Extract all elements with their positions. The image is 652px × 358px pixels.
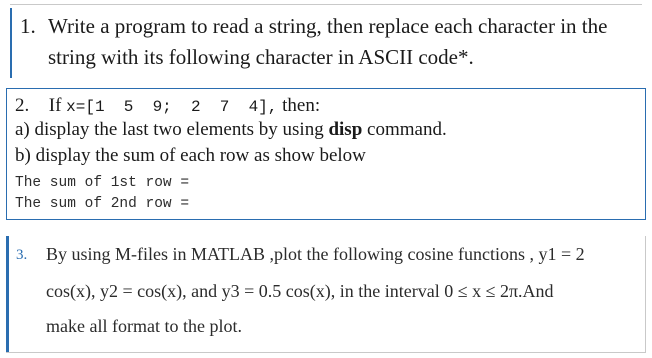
- question-1-line-2: string with its following character in ASCII code*.: [48, 45, 474, 69]
- question-1: [10, 8, 642, 78]
- question-1-number: 1.: [20, 14, 36, 38]
- question-2: [6, 88, 646, 220]
- question-3: [6, 236, 646, 352]
- question-2-intro: [15, 95, 320, 117]
- question-2-matrix-code: x=[1 5 9; 2 7 4],: [66, 98, 278, 116]
- question-1-line-1: Write a program to read a string, then replace each character in the: [48, 14, 608, 38]
- question-3-number: 3.: [16, 247, 28, 263]
- bottom-divider: [6, 352, 646, 353]
- question-3-line-2: cos(x), y2 = cos(x), and y3 = 0.5 cos(x), in the interval 0 ≤ x ≤ 2π.And: [46, 281, 554, 301]
- question-2-number: 2.: [15, 95, 30, 116]
- question-2-output-line-1: The sum of 1st row =: [15, 175, 190, 191]
- question-3-line-1: By using M-files in MATLAB ,plot the following cosine functions , y1 = 2: [46, 244, 585, 264]
- question-2-disp-keyword: disp: [328, 119, 363, 140]
- top-divider: [10, 4, 642, 5]
- question-2-part-a-suffix: command.: [367, 119, 447, 140]
- question-2-intro-suffix: then:: [282, 95, 321, 116]
- question-2-part-b: b) display the sum of each row as show below: [15, 145, 366, 166]
- question-3-line-3: make all format to the plot.: [46, 316, 242, 336]
- question-2-output-line-2: The sum of 2nd row =: [15, 196, 190, 212]
- question-2-part-a: [15, 119, 447, 141]
- question-3-right-border: [645, 236, 646, 352]
- question-2-part-a-prefix: a) display the last two elements by using: [15, 119, 324, 140]
- question-3-left-bar: [6, 236, 9, 352]
- question-2-intro-prefix: If: [48, 95, 62, 116]
- question-1-left-bar: [10, 8, 12, 78]
